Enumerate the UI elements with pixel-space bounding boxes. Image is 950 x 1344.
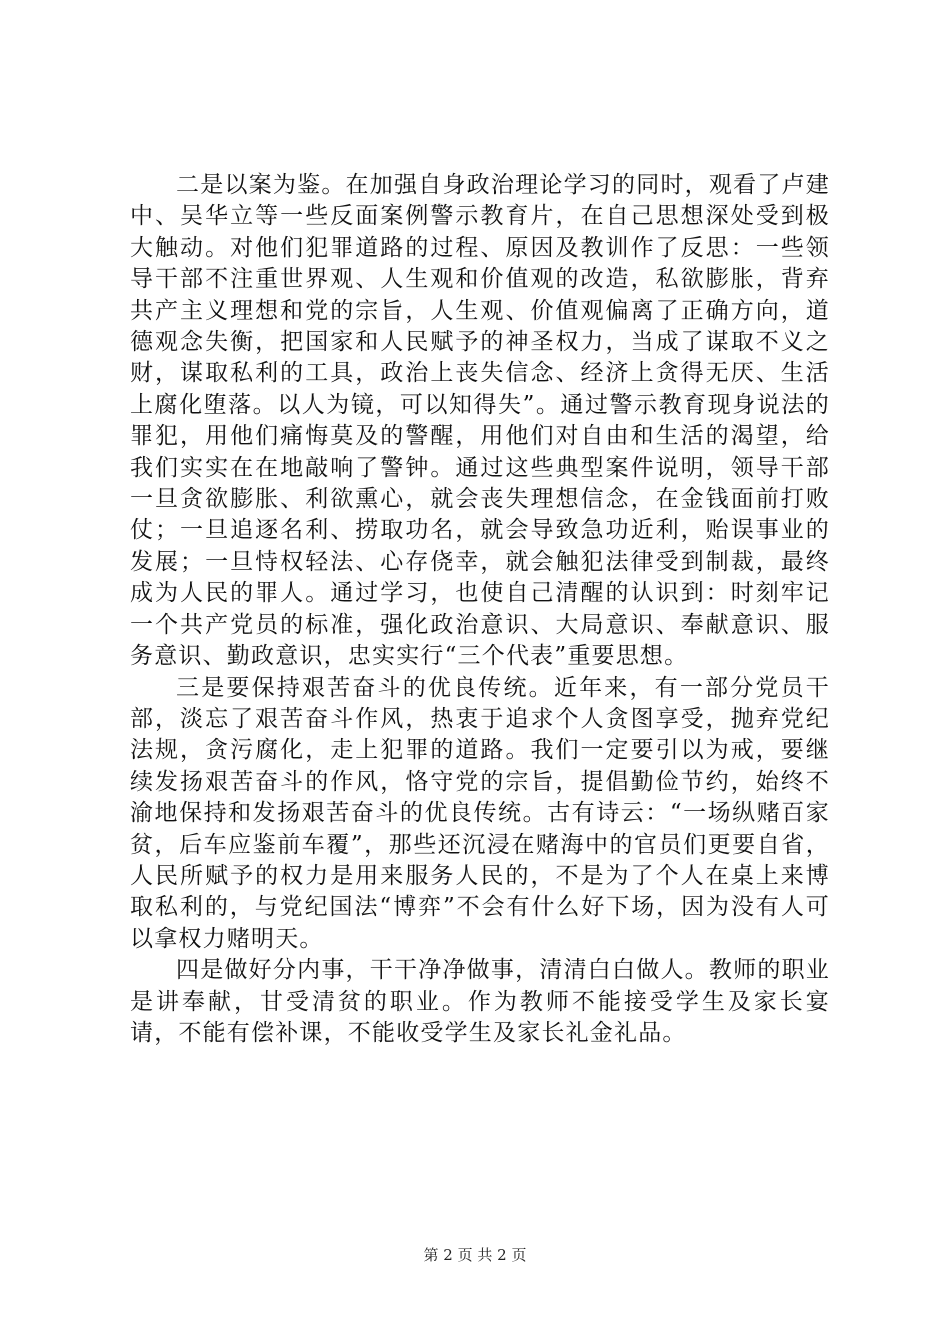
paragraph-teacher-conduct: 四是做好分内事，干干净净做事，清清白白做人。教师的职业是讲奉献，甘受清贫的职业。作为教师不能接受学生及家长宴请，不能有偿补课，不能收受学生及家长礼金礼品。 [130, 957, 830, 1046]
document-body [130, 170, 830, 1049]
paragraph-case-lesson: 二是以案为鉴。在加强自身政治理论学习的同时，观看了卢建中、吴华立等一些反面案例警示教育片，在自己思想深处受到极大触动。对他们犯罪道路的过程、原因及教训作了反思：一些领导干部不注重世界观、人生观和价值观的改造，私欲膨胀，背弃共产主义理想和党的宗旨，人生观、价值观偏离了正确方向，道德观念失衡，把国家和人民赋予的神圣权力，当成了谋取不义之财，谋取私利的工具，政治上丧失信念、经济上贪得无厌、生活上腐化堕落。以人为镜，可以知得失”。通过警示教育现身说法的罪犯，用他们痛悔莫及的警醒，用他们对自由和生活的渴望，给我们实实在在地敲响了警钟。通过这些典型案件说明，领导干部一旦贪欲膨胀、利欲熏心，就会丧失理想信念，在金钱面前打败仗；一旦追逐名利、捞取功名，就会导致急功近利，贻误事业的发展；一旦恃权轻法、心存侥幸，就会触犯法律受到制裁，最终成为人民的罪人。通过学习，也使自己清醒的认识到：时刻牢记一个共产党员的标准，强化政治意识、大局意识、奉献意识、服务意识、勤政意识，忠实实行“三个代表”重要思想。 [130, 172, 830, 670]
page-footer: 第 2 页 共 2 页 [423, 1246, 527, 1264]
paragraph-hard-work: 三是要保持艰苦奋斗的优良传统。近年来，有一部分党员干部，淡忘了艰苦奋斗作风，热衷于追求个人贪图享受，抛弃党纪法规，贪污腐化，走上犯罪的道路。我们一定要引以为戒，要继续发扬艰苦奋斗的作风，恪守党的宗旨，提倡勤俭节约，始终不渝地保持和发扬艰苦奋斗的优良传统。古有诗云：“一场纵赌百家贫，后车应鉴前车覆”，那些还沉浸在赌海中的官员们更要自省，人民所赋予的权力是用来服务人民的，不是为了个人在桌上来博取私利的，与党纪国法“博弈”不会有什么好下场，因为没有人可以拿权力赌明天。 [130, 674, 830, 952]
